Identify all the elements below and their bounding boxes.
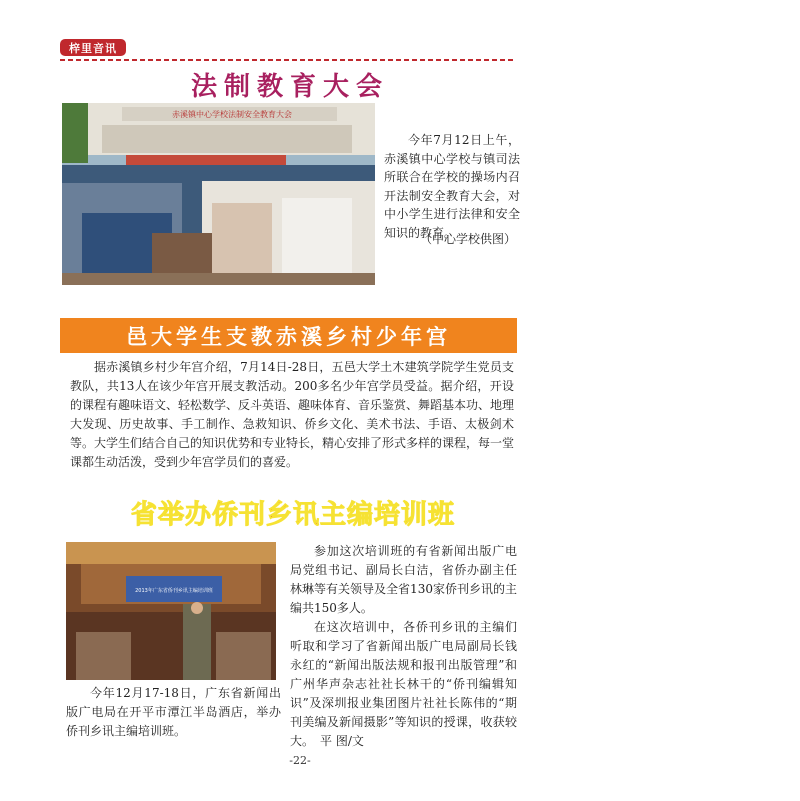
- article-3-title: 省举办侨刊乡讯主编培训班: [130, 500, 455, 530]
- article-3-body: [290, 542, 517, 751]
- assembly-photo: [62, 103, 375, 285]
- page-number: -22-: [289, 754, 311, 767]
- training-photo: [66, 542, 276, 680]
- stage-banner: 赤溪镇中心学校法制安全教育大会: [172, 110, 292, 119]
- article-1-title: 法制教育大会: [190, 72, 389, 102]
- photo-credit: （中心学校供图）: [420, 232, 517, 246]
- article-2-body: 据赤溪镇乡村少年宫介绍，7月14日-28日，五邑大学土木建筑学院学生党员支教队，共13人在该少年宫开展支教活动。200多名少年宫学员受益。据介绍，开设的课程有趣味语文、轻松数学、反斗英语、趣味体育、音乐鉴赏、舞蹈基本功、地理大发现、历史故事、手工制作、急救知识、侨乡文化、美术书法、手语、太极剑术等。大学生们结合自己的知识优势和专业特长，精心安排了形式多样的课程，每一堂课都生动活泼，受到少年宫学员们的喜爱。: [70, 360, 515, 469]
- photo-caption: 今年12月17-18日，广东省新闻出版广电局在开平市潭江半岛酒店，举办侨刊乡讯主编培训班。: [66, 686, 281, 738]
- article-2-title: 邑大学生支教赤溪乡村少年宫: [60, 318, 517, 353]
- article-3-paragraph-2: 在这次培训中，各侨刊乡讯的主编们听取和学习了省新闻出版广电局副局长钱永红的“新闻出版法规和报刊出版管理”和广州华声杂志社社长林干的“侨刊编辑知识”及深圳报业集团图片社社长陈伟的“期刊美编及新闻摄影”等知识的授课，收获较大。 平 图/文: [290, 620, 517, 748]
- article-1-paragraph: 今年7月12日上午，赤溪镇中心学校与镇司法所联合在学校的操场内召开法制安全教育大会，对中小学生进行法律和安全知识的教育。: [384, 133, 520, 240]
- decorative-divider: [60, 58, 516, 62]
- screen-banner: 2013年广东省侨刊乡讯主编培训班: [135, 588, 213, 594]
- article-1-body: [384, 131, 520, 242]
- section-tag: 梓里音讯: [60, 39, 126, 56]
- article-3-paragraph-1: 参加这次培训班的有省新闻出版广电局党组书记、副局长白洁，省侨办副主任林琳等有关领导及全省130家侨刊乡讯的主编共150多人。: [290, 544, 517, 615]
